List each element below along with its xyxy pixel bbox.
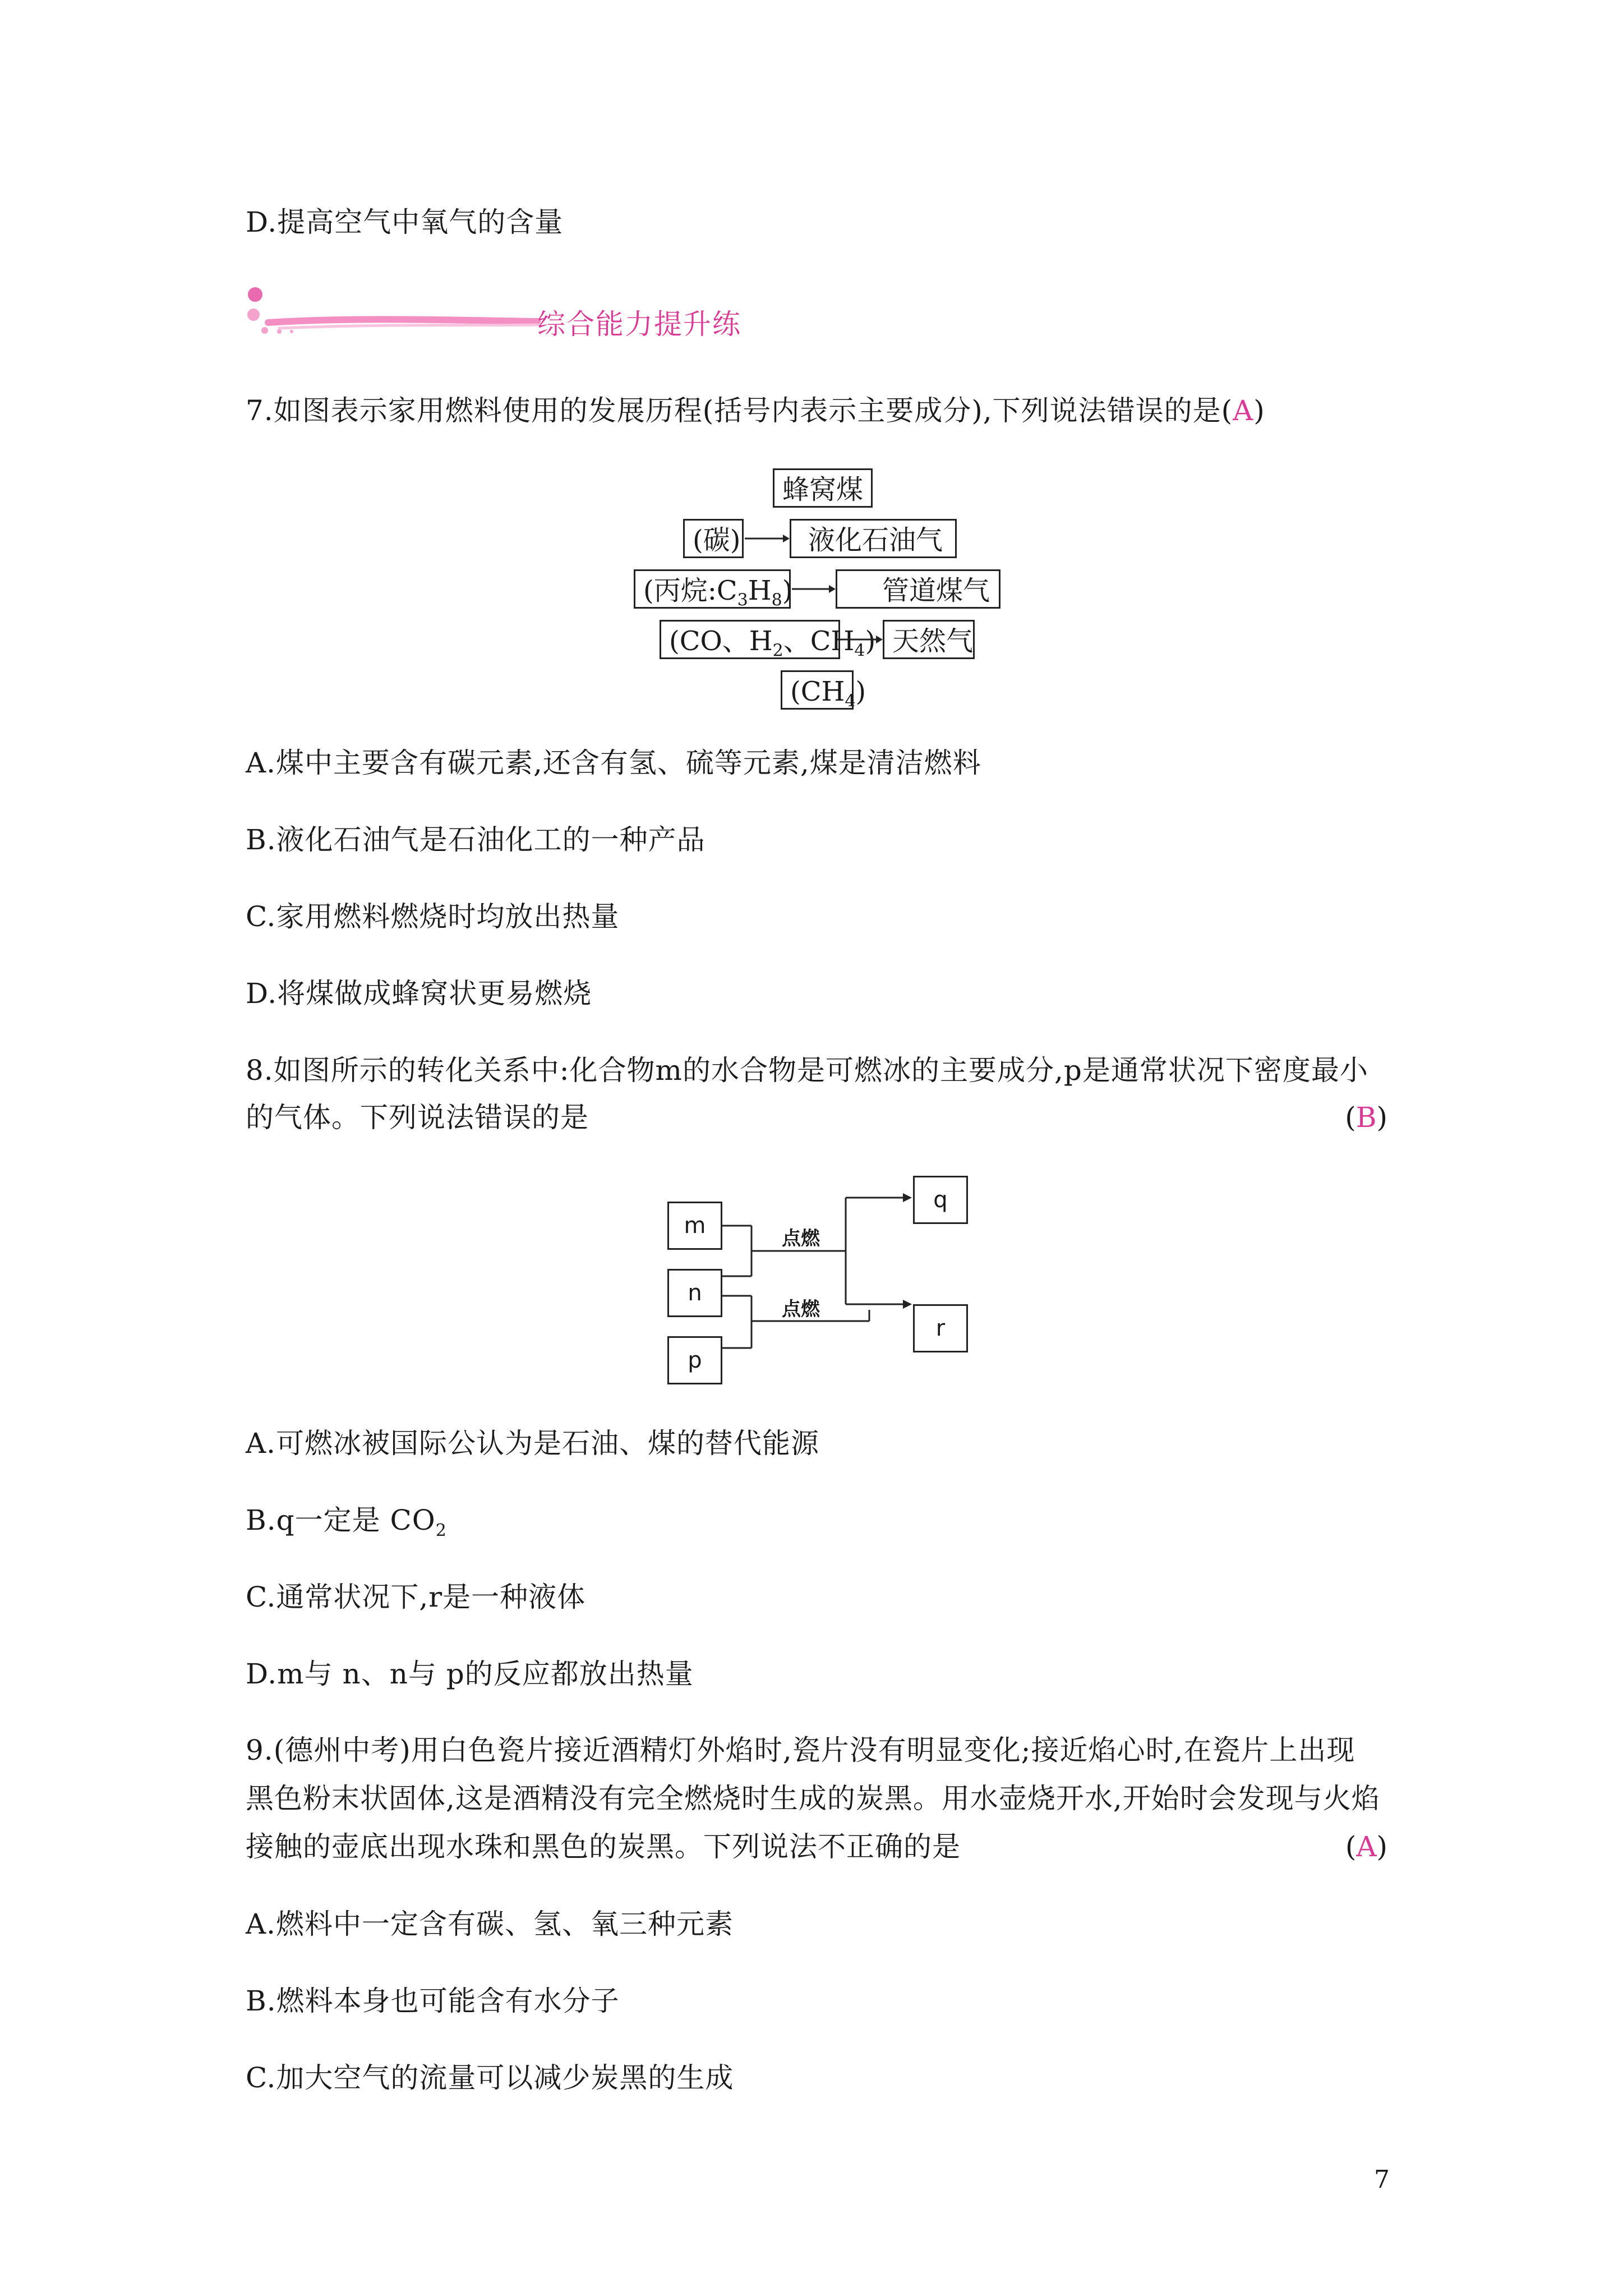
ignite-label-bottom: 点燃 bbox=[782, 1298, 820, 1320]
q7-option-b: B.液化石油气是石油化工的一种产品 bbox=[246, 823, 706, 856]
node-n: n bbox=[667, 1269, 722, 1317]
q7-answer: A bbox=[1233, 394, 1254, 427]
node-p: p bbox=[667, 1336, 722, 1384]
arrow-right-icon bbox=[792, 581, 836, 597]
q8-option-b: B.q一定是 $CO_2$ bbox=[246, 1504, 447, 1540]
node-r: r bbox=[913, 1304, 968, 1352]
q8-answer-bracket: (B) bbox=[1345, 1101, 1387, 1134]
q8-option-c: C.通常状况下,r是一种液体 bbox=[246, 1581, 586, 1613]
q8-option-d: D.m与 n、n与 p的反应都放出热量 bbox=[246, 1658, 694, 1690]
box-honeycomb-coal: 蜂窝煤 bbox=[773, 468, 873, 508]
q9-answer-bracket: (A) bbox=[1345, 1830, 1387, 1863]
q9-option-b: B.燃料本身也可能含有水分子 bbox=[246, 1985, 620, 2017]
q9-option-a: A.燃料中一定含有碳、氢、氧三种元素 bbox=[246, 1908, 734, 1940]
q6-option-d: D.提高空气中氧气的含量 bbox=[246, 206, 564, 238]
q8-option-a: A.可燃冰被国际公认为是石油、煤的替代能源 bbox=[246, 1427, 820, 1460]
node-m: m bbox=[667, 1202, 722, 1250]
q9-option-c: C.加大空气的流量可以减少炭黑的生成 bbox=[246, 2062, 734, 2094]
q7-stem: 7.如图表示家用燃料使用的发展历程(括号内表示主要成分),下列说法错误的是(A) bbox=[246, 394, 1265, 427]
node-q: q bbox=[913, 1176, 968, 1224]
arrow-right-icon bbox=[745, 530, 790, 547]
q8-stem-line1: 8.如图所示的转化关系中:化合物m的水合物是可燃冰的主要成分,p是通常状况下密度最小 bbox=[246, 1054, 1368, 1087]
q9-stem-line3: 接触的壶底出现水珠和黑色的炭黑。下列说法不正确的是 bbox=[246, 1830, 961, 1863]
box-piped-gas: 管道煤气 bbox=[836, 569, 1000, 609]
box-carbon: (碳) bbox=[683, 519, 744, 558]
q8-answer: B bbox=[1355, 1101, 1377, 1134]
q7-option-d: D.将煤做成蜂窝状更易燃烧 bbox=[246, 977, 592, 1010]
q7-option-a: A.煤中主要含有碳元素,还含有氢、硫等元素,煤是清洁燃料 bbox=[246, 747, 981, 779]
q7-option-c: C.家用燃料燃烧时均放出热量 bbox=[246, 900, 620, 933]
q8-stem-line2: 的气体。下列说法错误的是 bbox=[246, 1101, 589, 1134]
box-lpg: 液化石油气 bbox=[790, 519, 957, 558]
q9-stem-line1: 9.(德州中考)用白色瓷片接近酒精灯外焰时,瓷片没有明显变化;接近焰心时,在瓷片上出现 bbox=[246, 1734, 1355, 1766]
box-methane: $(CH_4)$ bbox=[781, 670, 854, 710]
box-gas-composition: (CO、$H_2$、$CH_4$) bbox=[660, 620, 840, 659]
page-number: 7 bbox=[1374, 2165, 1390, 2194]
q9-stem-line2: 黑色粉末状固体,这是酒精没有完全燃烧时生成的炭黑。用水壶烧开水,开始时会发现与火焰 bbox=[246, 1782, 1380, 1815]
ignite-label-top: 点燃 bbox=[782, 1227, 820, 1250]
section-title: 综合能力提升练 bbox=[537, 308, 741, 341]
box-natural-gas: 天然气 bbox=[883, 620, 975, 659]
box-propane: (丙烷$:C_3H_8$) bbox=[634, 569, 791, 609]
arrow-right-icon bbox=[841, 631, 883, 648]
q9-answer: A bbox=[1356, 1830, 1377, 1863]
